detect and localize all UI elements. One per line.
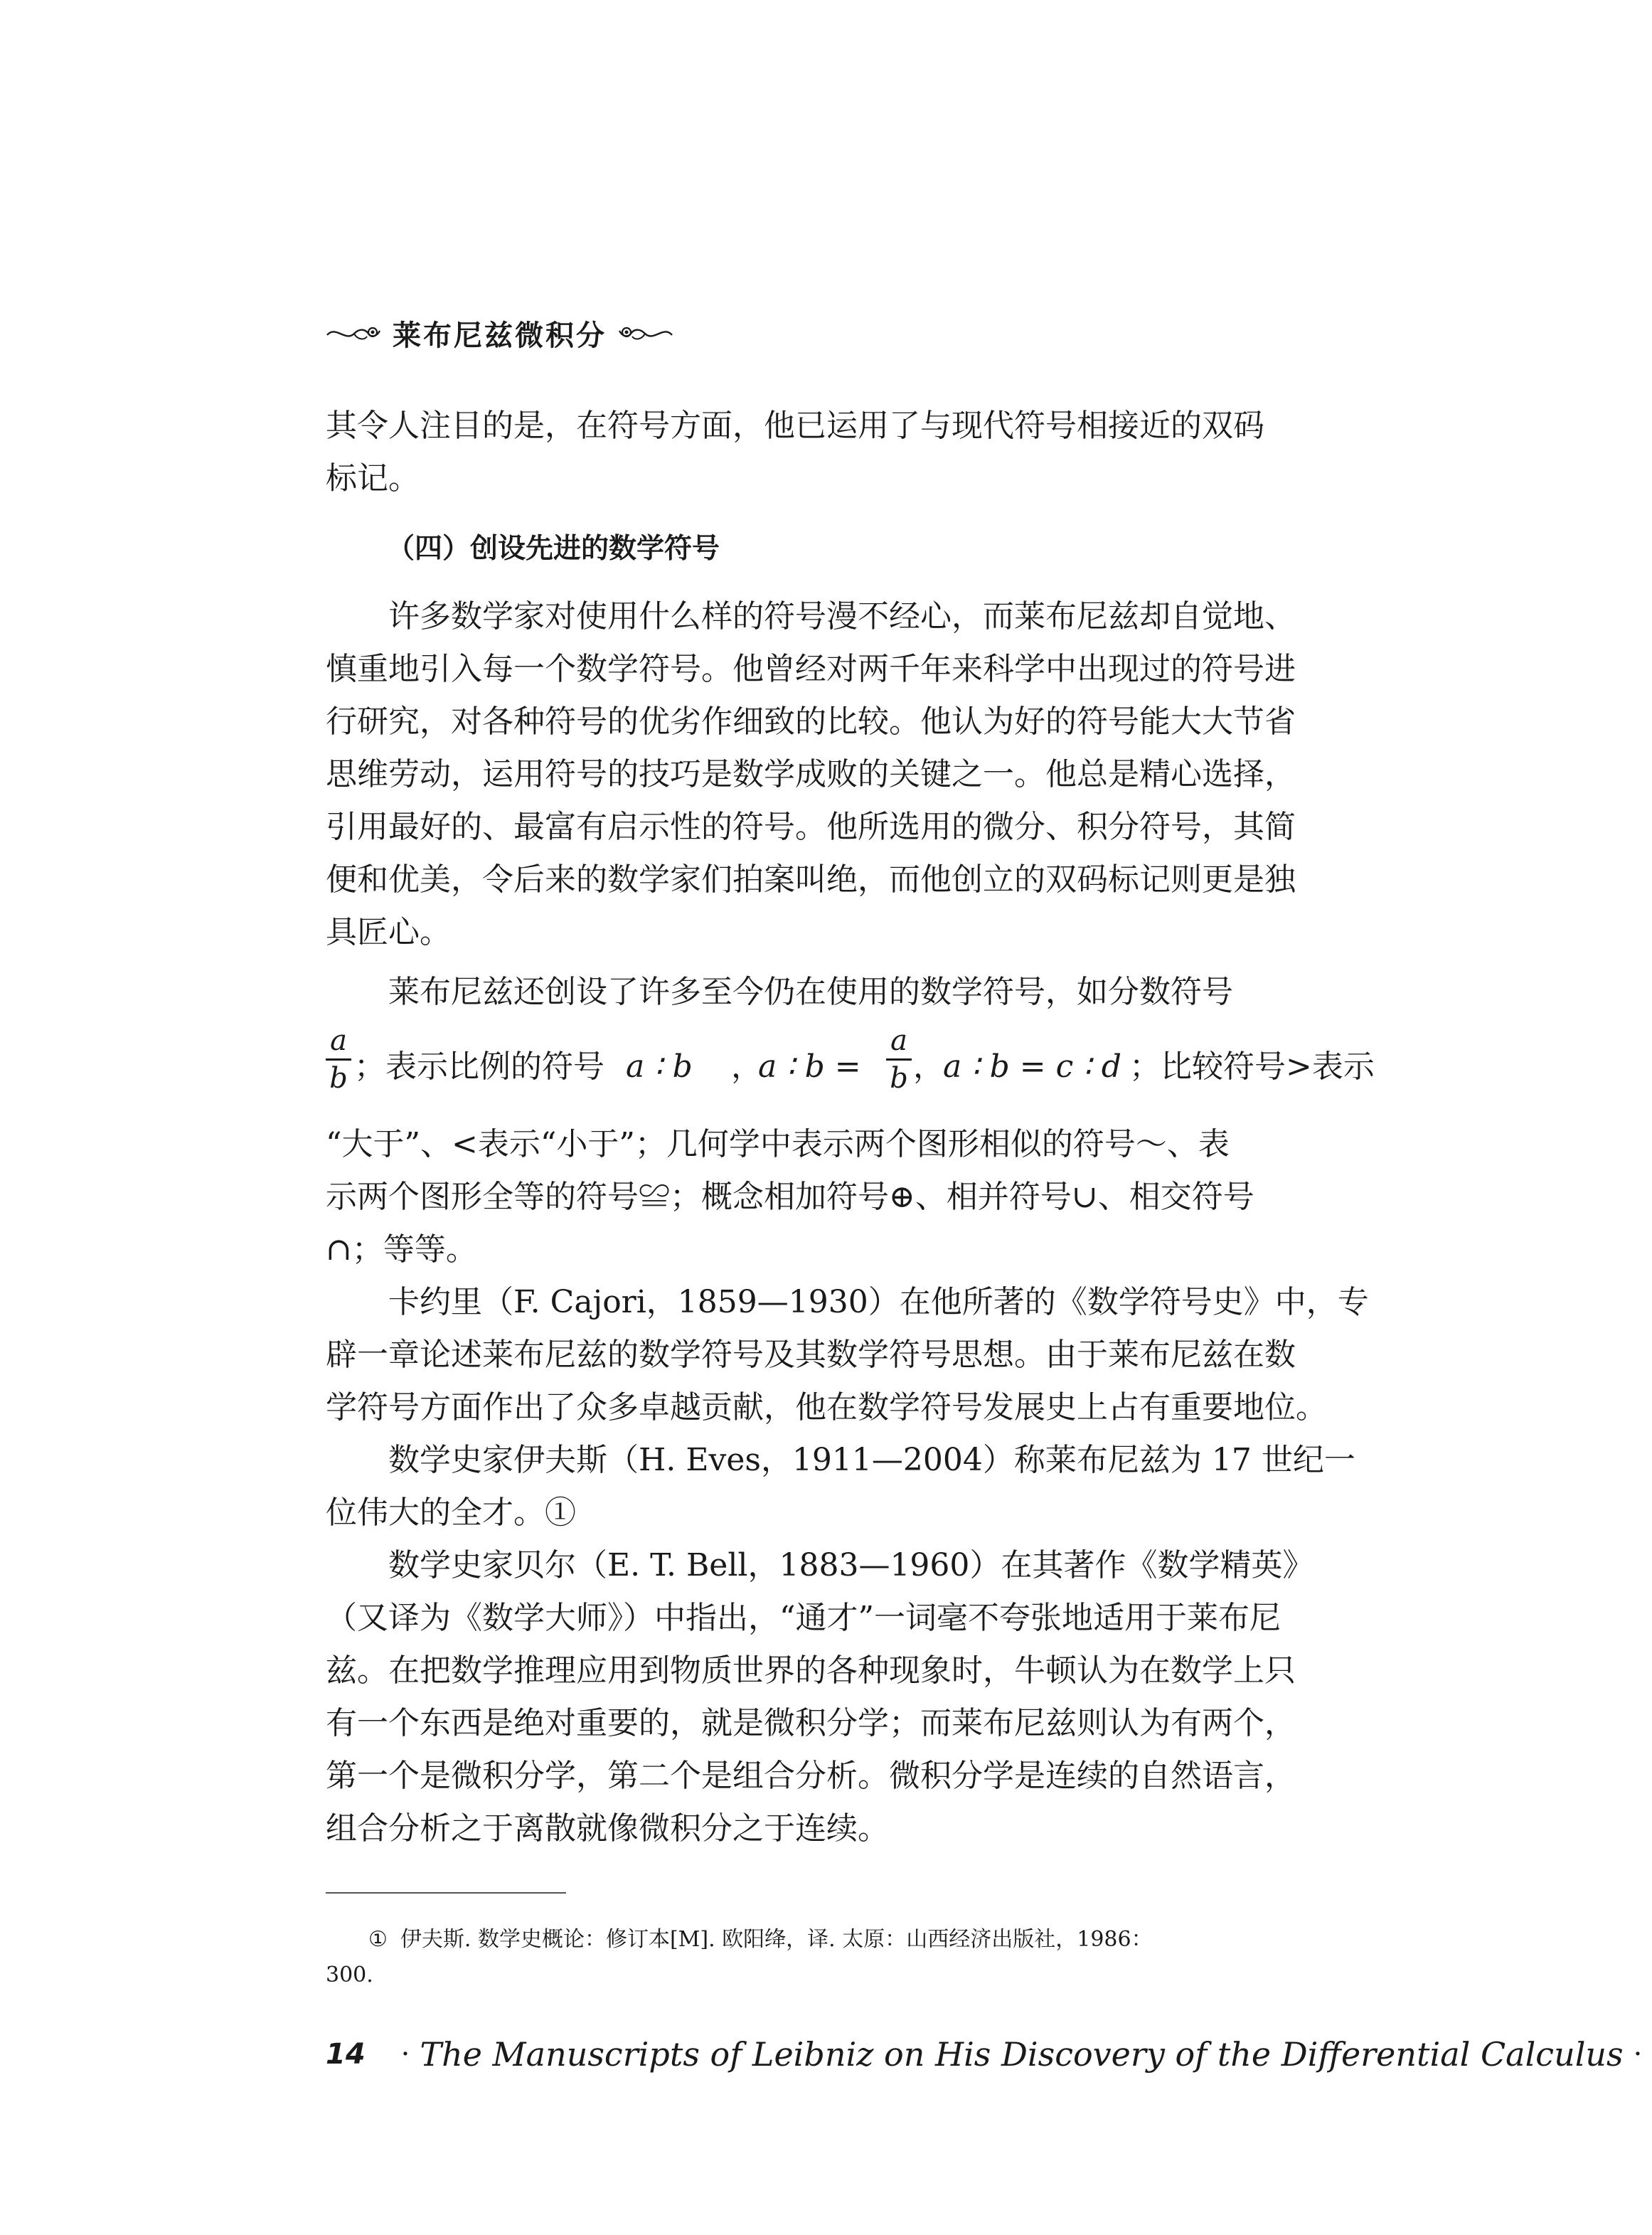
footnote-line: 300.	[326, 1963, 373, 1987]
footnote-line	[326, 1922, 1294, 1958]
section-heading: （四）创设先进的数学符号	[387, 533, 720, 565]
text-line: 第一个是微积分学，第二个是组合分析。微积分学是连续的自然语言，	[326, 1758, 1296, 1794]
ornament-left-icon	[326, 321, 383, 345]
bullet-separator: ·	[1633, 2038, 1643, 2071]
text-line: 慎重地引入每一个数学符号。他曾经对两千年来科学中出现过的符号进	[326, 651, 1296, 687]
text-line: 许多数学家对使用什么样的符号漫不经心，而莱布尼兹却自觉地、	[388, 598, 1296, 635]
text-line: 标记。	[326, 460, 420, 497]
footnote-text: 伊夫斯. 数学史概论：修订本[M]. 欧阳绛，译. 太原：山西经济出版社，1986：	[400, 1927, 1153, 1952]
text-line: 示两个图形全等的符号≌；概念相加符号⊕、相并符号∪、相交符号	[326, 1179, 1254, 1215]
formula-text: ，	[913, 1049, 944, 1085]
footnote-marker: ①	[368, 1927, 388, 1952]
footnote-divider	[326, 1892, 566, 1894]
footnote	[326, 1922, 1294, 1993]
paragraph-4	[326, 1276, 1369, 1434]
text-line: 引用最好的、最富有启示性的符号。他所选用的微分、积分符号，其简	[326, 809, 1296, 845]
book-title: The Manuscripts of Leibniz on His Discovery of the Differential Calculus	[420, 2035, 1624, 2074]
paragraph-6	[326, 1539, 1314, 1855]
ratio-symbol: a ∶ b	[626, 1049, 693, 1085]
paragraph-1	[326, 400, 1294, 505]
text-line: ∩；等等。	[326, 1231, 477, 1268]
paragraph-2	[326, 590, 1294, 959]
text-line: 卡约里（F. Cajori，1859—1930）在他所著的《数学符号史》中，专	[388, 1284, 1369, 1320]
text-line: 行研究，对各种符号的优劣作细致的比较。他认为好的符号能大大节省	[326, 704, 1296, 740]
paragraph-3	[326, 966, 1294, 1019]
running-head-title: 莱布尼兹微积分	[393, 319, 607, 352]
text-line: 辟一章论述莱布尼兹的数学符号及其数学符号思想。由于莱布尼兹在数	[326, 1337, 1296, 1373]
text-line: 其令人注目的是，在符号方面，他已运用了与现代符号相接近的双码	[326, 408, 1264, 444]
text-line: （又译为《数学大师》）中指出，“通才”一词毫不夸张地适用于莱布尼	[326, 1600, 1281, 1636]
fraction-a-over-b: a b	[886, 1024, 912, 1095]
formula-text: ；比较符号>表示	[1129, 1049, 1375, 1085]
text-line: “大于”、<表示“小于”；几何学中表示两个图形相似的符号～、表	[326, 1126, 1230, 1162]
bullet-separator: ·	[400, 2038, 410, 2071]
text-line: 莱布尼兹还创设了许多至今仍在使用的数学符号，如分数符号	[388, 974, 1233, 1010]
text-line: 学符号方面作出了众多卓越贡献，他在数学符号发展史上占有重要地位。	[326, 1389, 1327, 1426]
text-line: 组合分析之于离散就像微积分之于连续。	[326, 1810, 889, 1847]
formula-text: ，	[731, 1049, 762, 1085]
formula-text: ；表示比例的符号	[354, 1049, 604, 1085]
text-line: 兹。在把数学推理应用到物质世界的各种现象时，牛顿认为在数学上只	[326, 1652, 1296, 1689]
running-head	[326, 312, 673, 354]
page-footer	[326, 2033, 1652, 2076]
text-line: 思维劳动，运用符号的技巧是数学成败的关键之一。他总是精心选择，	[326, 756, 1296, 792]
text-line: 数学史家贝尔（E. T. Bell，1883—1960）在其著作《数学精英》	[388, 1547, 1314, 1583]
page-number: 14	[326, 2038, 366, 2071]
formula-line	[326, 1024, 1375, 1110]
text-line: 便和优美，令后来的数学家们拍案叫绝，而他创立的双码标记则更是独	[326, 861, 1296, 898]
ratio-symbol: a ∶ b = c ∶ d	[943, 1049, 1121, 1085]
text-line: 位伟大的全才。①	[326, 1495, 576, 1531]
text-line: 数学史家伊夫斯（H. Eves，1911—2004）称莱布尼兹为 17 世纪一	[388, 1442, 1355, 1478]
paragraph-5	[326, 1434, 1355, 1539]
text-line: 有一个东西是绝对重要的，就是微积分学；而莱布尼兹则认为有两个，	[326, 1705, 1296, 1741]
fraction-a-over-b: a b	[326, 1024, 351, 1095]
paragraph-3-continued	[326, 1118, 1294, 1276]
ornament-right-icon	[617, 321, 673, 345]
text-line: 具匠心。	[326, 914, 451, 950]
ratio-symbol: a ∶ b =	[758, 1049, 861, 1085]
